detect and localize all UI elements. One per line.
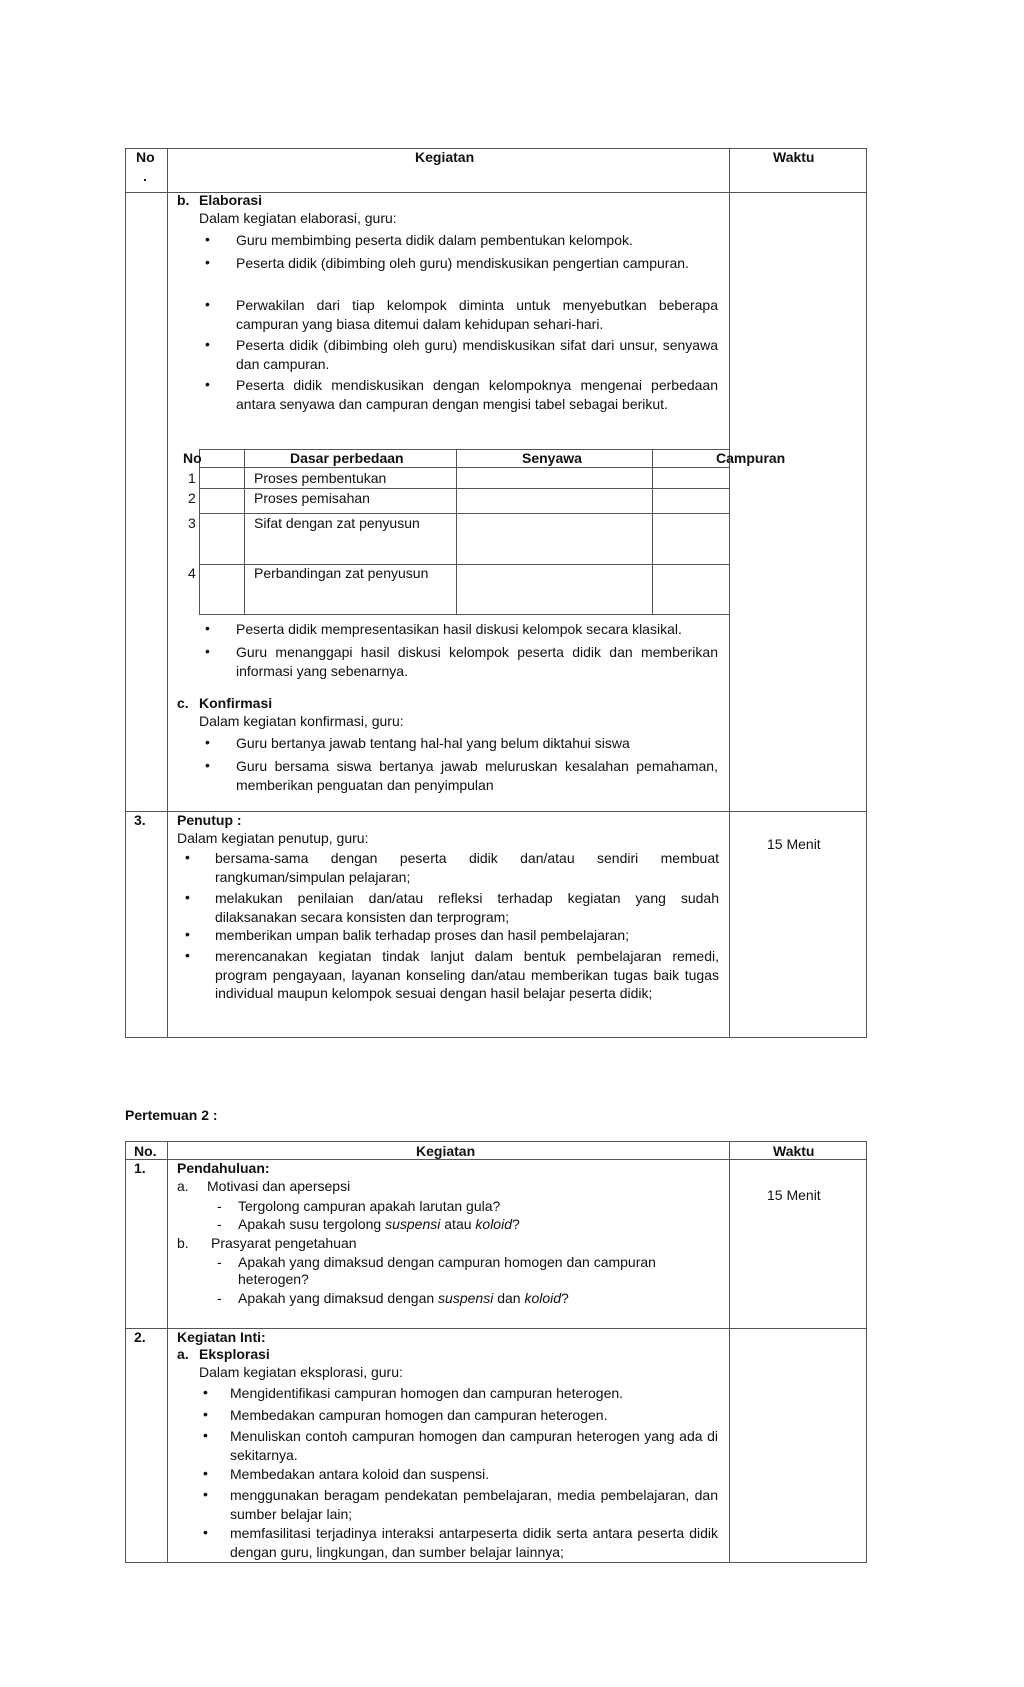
konfirmasi-intro: Dalam kegiatan konfirmasi, guru: bbox=[199, 713, 404, 729]
pendahuluan-a-item-1: Tergolong campuran apakah larutan gula? bbox=[238, 1198, 501, 1214]
penutup-item-4: merencanakan kegiatan tindak lanjut dalam bentuk pembelajaran remedi, program pengayaan, layanan konseling dan/atau memberikan tugas baik tugas individual maupun kelompok sesuai dengan hasil belajar peserta didik; bbox=[215, 948, 719, 1001]
table1-border-bottom bbox=[125, 1037, 867, 1038]
inti-no: 2. bbox=[134, 1329, 146, 1345]
inti-item-4: Membedakan antara koloid dan suspensi. bbox=[230, 1466, 490, 1482]
inner-v-3 bbox=[456, 449, 457, 615]
inner-header-dasar: Dasar perbedaan bbox=[290, 450, 404, 466]
bullet-icon: • bbox=[185, 889, 190, 905]
pendahuluan-b-title: Prasyarat pengetahuan bbox=[211, 1235, 357, 1251]
dash-icon: - bbox=[217, 1254, 222, 1270]
dash-icon: - bbox=[217, 1216, 222, 1232]
header-waktu: Waktu bbox=[773, 149, 815, 165]
inner-header-senyawa: Senyawa bbox=[522, 450, 582, 466]
pendahuluan-a-label: a. bbox=[177, 1178, 189, 1194]
bullet-icon: • bbox=[203, 1406, 208, 1422]
pendahuluan-a-title: Motivasi dan apersepsi bbox=[207, 1178, 351, 1194]
bullet-icon: • bbox=[185, 849, 190, 865]
pendahuluan-b-label: b. bbox=[177, 1235, 189, 1251]
bullet-icon: • bbox=[205, 757, 210, 773]
bullet-icon: • bbox=[185, 947, 190, 963]
pendahuluan-a-item-2: Apakah susu tergolong suspensi atau koloid? bbox=[238, 1216, 520, 1232]
table2-col-divider-2 bbox=[729, 1141, 730, 1563]
inner-row-no: 3 bbox=[188, 515, 196, 531]
inner-row-no: 4 bbox=[188, 565, 196, 581]
bullet-icon: • bbox=[205, 620, 210, 636]
elaborasi-after-item-2: Guru menanggapi hasil diskusi kelompok peserta didik dan memberikan informasi yang sebenarnya. bbox=[236, 644, 718, 679]
table2-col-divider-1 bbox=[167, 1141, 168, 1563]
elaborasi-after-item-1: Peserta didik mempresentasikan hasil diskusi kelompok secara klasikal. bbox=[236, 621, 682, 637]
header-no-dot: . bbox=[143, 168, 147, 184]
table2-header-no: No. bbox=[134, 1143, 157, 1159]
bullet-icon: • bbox=[203, 1427, 208, 1443]
bullet-icon: • bbox=[205, 231, 210, 247]
pendahuluan-no: 1. bbox=[134, 1160, 146, 1176]
konfirmasi-item-1: Guru bertanya jawab tentang hal-hal yang belum diktahui siswa bbox=[236, 735, 630, 751]
inner-v-4 bbox=[652, 449, 653, 615]
pendahuluan-title: Pendahuluan: bbox=[177, 1160, 270, 1176]
table1-border-top bbox=[125, 148, 867, 149]
elaborasi-intro: Dalam kegiatan elaborasi, guru: bbox=[199, 210, 397, 226]
elaborasi-item-4: Peserta didik (dibimbing oleh guru) mendiskusikan sifat dari unsur, senyawa dan campuran. bbox=[236, 337, 718, 372]
inner-row-dasar: Proses pemisahan bbox=[254, 490, 370, 506]
elaborasi-item-1: Guru membimbing peserta didik dalam pembentukan kelompok. bbox=[236, 232, 633, 248]
penutup-item-3: memberikan umpan balik terhadap proses dan hasil pembelajaran; bbox=[215, 927, 630, 943]
penutup-item-1: bersama-sama dengan peserta didik dan/atau sendiri membuat rangkuman/simpulan pelajaran; bbox=[215, 850, 719, 885]
bullet-icon: • bbox=[205, 336, 210, 352]
pendahuluan-b-item-1-line-2: heterogen? bbox=[238, 1271, 309, 1287]
table1-border-left bbox=[125, 148, 126, 1038]
inner-h-3 bbox=[199, 513, 730, 514]
inti-a-label: a. bbox=[177, 1346, 189, 1362]
inti-title: Kegiatan Inti: bbox=[177, 1329, 266, 1345]
pertemuan-2-heading: Pertemuan 2 : bbox=[125, 1107, 218, 1123]
inner-row-no: 1 bbox=[188, 470, 196, 486]
table1-col-divider-1 bbox=[167, 148, 168, 1038]
table2-border-right bbox=[866, 1141, 867, 1563]
pendahuluan-b-item-2: Apakah yang dimaksud dengan suspensi dan koloid? bbox=[238, 1290, 569, 1306]
bullet-icon: • bbox=[205, 376, 210, 392]
elaborasi-item-5: Peserta didik mendiskusikan dengan kelompoknya mengenai perbedaan antara senyawa dan campuran dengan mengisi tabel sebagai berikut. bbox=[236, 377, 718, 412]
penutup-waktu: 15 Menit bbox=[767, 836, 821, 852]
inti-item-1: Mengidentifikasi campuran homogen dan campuran heterogen. bbox=[230, 1385, 624, 1401]
pendahuluan-b-item-1-line-1: Apakah yang dimaksud dengan campuran homogen dan campuran bbox=[238, 1254, 656, 1270]
bullet-icon: • bbox=[203, 1384, 208, 1400]
inti-item-5: menggunakan beragam pendekatan pembelajaran, media pembelajaran, dan sumber belajar lain; bbox=[230, 1487, 718, 1522]
bullet-icon: • bbox=[203, 1465, 208, 1481]
penutup-title: Penutup : bbox=[177, 812, 242, 828]
inti-item-6: memfasilitasi terjadinya interaksi antarpeserta didik serta antara peserta didik dengan guru, lingkungan, dan sumber belajar lainnya; bbox=[230, 1525, 718, 1560]
bullet-icon: • bbox=[185, 926, 190, 942]
inner-h-top bbox=[199, 449, 730, 450]
bullet-icon: • bbox=[205, 254, 210, 270]
dash-icon: - bbox=[217, 1198, 222, 1214]
penutup-item-2: melakukan penilaian dan/atau refleksi terhadap kegiatan yang sudah dilaksanakan secara konsisten dan terprogram; bbox=[215, 890, 719, 925]
inner-row-dasar: Proses pembentukan bbox=[254, 470, 387, 486]
header-no: No bbox=[136, 149, 155, 165]
inner-h-2 bbox=[199, 488, 730, 489]
konfirmasi-item-2: Guru bersama siswa bertanya jawab meluruskan kesalahan pemahaman, memberikan penguatan dan penyimpulan bbox=[236, 758, 718, 793]
inti-a-title: Eksplorasi bbox=[199, 1346, 270, 1362]
inti-item-3: Menuliskan contoh campuran homogen dan campuran heterogen yang ada di sekitarnya. bbox=[230, 1428, 718, 1463]
table2-header-waktu: Waktu bbox=[773, 1143, 815, 1159]
penutup-intro: Dalam kegiatan penutup, guru: bbox=[177, 830, 369, 846]
inner-header-campuran: Campuran bbox=[716, 450, 786, 466]
inner-v-1 bbox=[199, 449, 200, 615]
inner-v-2 bbox=[244, 449, 245, 615]
bullet-icon: • bbox=[203, 1524, 208, 1540]
pendahuluan-waktu: 15 Menit bbox=[767, 1187, 821, 1203]
dash-icon: - bbox=[217, 1290, 222, 1306]
bullet-icon: • bbox=[205, 296, 210, 312]
table2-border-top bbox=[125, 1141, 867, 1142]
table1-col-divider-2 bbox=[729, 148, 730, 1038]
inner-h-1 bbox=[199, 467, 730, 468]
inner-h-bottom bbox=[199, 614, 730, 615]
table2-header-kegiatan: Kegiatan bbox=[416, 1143, 476, 1159]
bullet-icon: • bbox=[205, 734, 210, 750]
inner-row-no: 2 bbox=[188, 490, 196, 506]
elaborasi-item-2: Peserta didik (dibimbing oleh guru) mendiskusikan pengertian campuran. bbox=[236, 255, 689, 271]
inti-item-2: Membedakan campuran homogen dan campuran heterogen. bbox=[230, 1407, 608, 1423]
inner-row-dasar: Perbandingan zat penyusun bbox=[254, 565, 429, 581]
elaborasi-title: Elaborasi bbox=[199, 192, 263, 208]
bullet-icon: • bbox=[205, 643, 210, 659]
table2-border-left bbox=[125, 1141, 126, 1563]
elaborasi-label: b. bbox=[177, 192, 190, 208]
table2-border-bottom bbox=[125, 1562, 867, 1563]
inner-header-no: No bbox=[183, 450, 202, 466]
header-kegiatan: Kegiatan bbox=[415, 149, 475, 165]
penutup-no: 3. bbox=[134, 812, 146, 828]
table1-border-right bbox=[866, 148, 867, 1038]
inti-intro: Dalam kegiatan eksplorasi, guru: bbox=[199, 1364, 403, 1380]
inner-row-dasar: Sifat dengan zat penyusun bbox=[254, 515, 420, 531]
bullet-icon: • bbox=[203, 1486, 208, 1502]
konfirmasi-label: c. bbox=[177, 695, 189, 711]
konfirmasi-title: Konfirmasi bbox=[199, 695, 273, 711]
elaborasi-item-3: Perwakilan dari tiap kelompok diminta untuk menyebutkan beberapa campuran yang biasa ditemui dalam kehidupan sehari-hari. bbox=[236, 297, 718, 332]
